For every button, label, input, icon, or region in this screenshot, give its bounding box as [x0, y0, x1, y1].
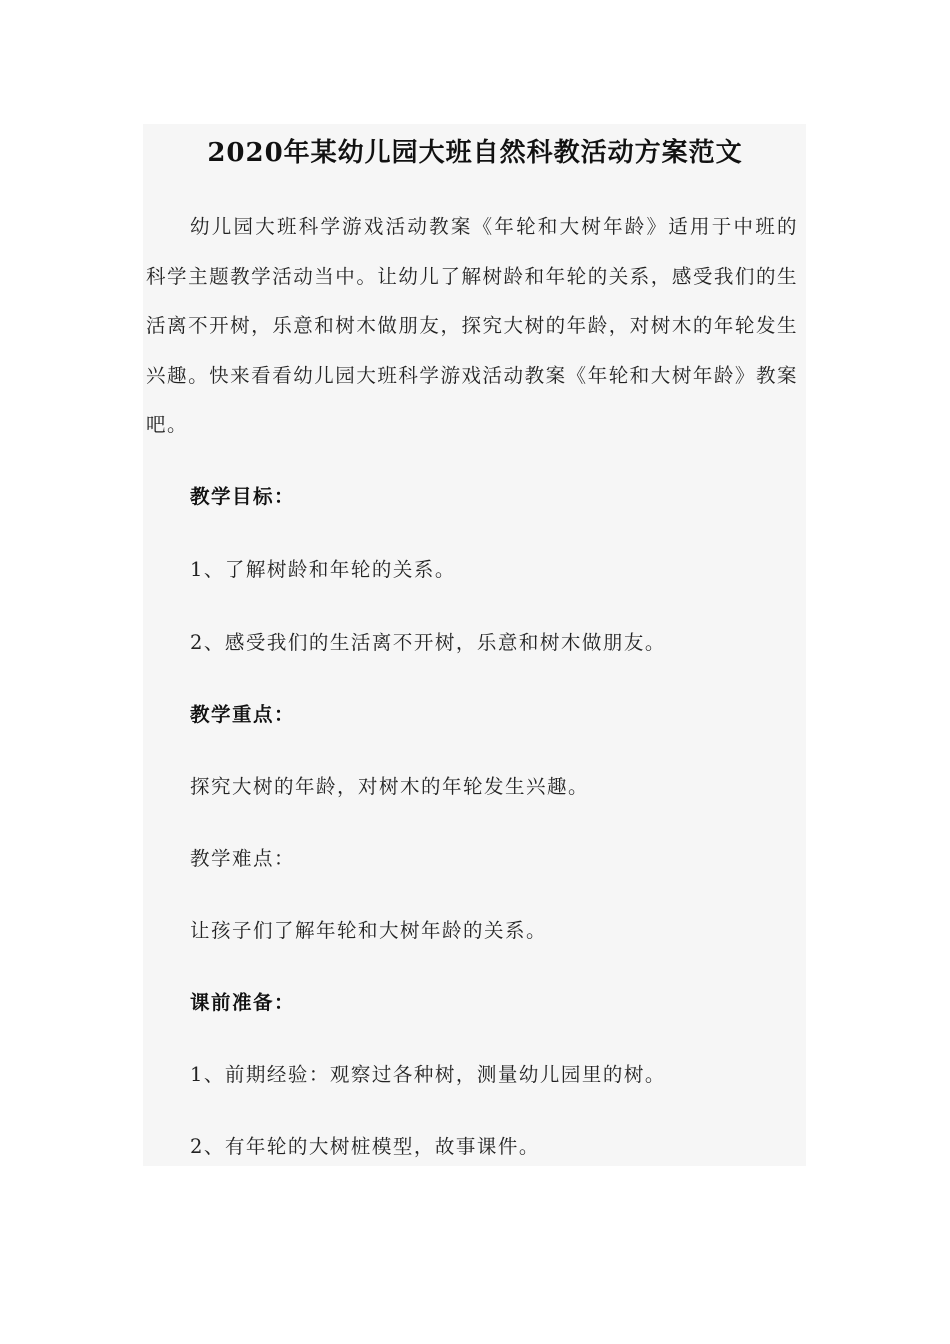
difficulty-text: 让孩子们了解年轮和大树年龄的关系。: [190, 919, 548, 942]
goal-item-1: 1、了解树龄和年轮的关系。: [190, 558, 456, 581]
prep-heading: 课前准备：: [190, 991, 296, 1014]
document-title: 2020年某幼儿园大班自然科教活动方案范文: [207, 138, 743, 168]
prep-item-1: 1、前期经验：观察过各种树，测量幼儿园里的树。: [190, 1063, 666, 1086]
goal-item-2: 2、感受我们的生活离不开树，乐意和树木做朋友。: [190, 631, 666, 654]
goals-heading: 教学目标：: [190, 485, 296, 508]
focus-text: 探究大树的年龄，对树木的年轮发生兴趣。: [190, 775, 590, 798]
intro-paragraph: 幼儿园大班科学游戏活动教案《年轮和大树年龄》适用于中班的科学主题教学活动当中。让幼儿了解树龄和年轮的关系，感受我们的生活离不开树，乐意和树木做朋友，探究大树的年龄，对树木的年轮发生兴趣。快来看看幼儿园大班科学游戏活动教案《年轮和大树年龄》教案吧。: [146, 215, 798, 436]
difficulty-heading: 教学难点：: [190, 847, 296, 870]
focus-heading: 教学重点：: [190, 703, 296, 726]
prep-item-2: 2、有年轮的大树桩模型，故事课件。: [190, 1135, 540, 1158]
